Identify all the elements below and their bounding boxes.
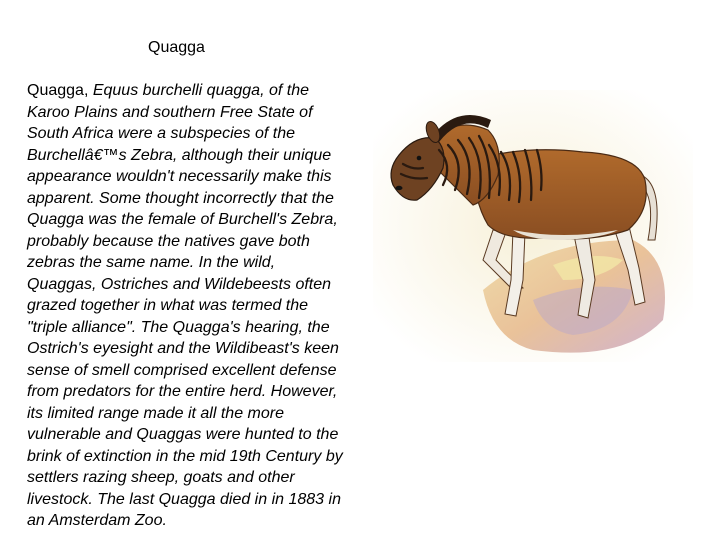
slide-body [27, 80, 345, 532]
nostril [396, 186, 403, 190]
body-text: Equus burchelli quagga, of the Karoo Plains and southern Free State of South Africa were a subspecies of the Burchellâ€™s Zebra, although their unique appearance wouldn't necessarily make this apparent. Some thought incorrectly that the Quagga was the female of Burchell's Zebra, probably because the natives gave both zebras the same name. In the wild, Quaggas, Ostriches and Wildebeests often grazed together in what was termed the "triple alliance". The Quagga's hearing, the Ostrich's eyesight and the Wildibeast's keen sense of smell comprised excellent defense from predators for the entire herd. However, its limited range made it all the more vulnerable and Quaggas were hunted to the brink of extinction in the mid 19th Century by settlers razing sheep, goats and other livestock. The last Quagga died in in 1883 in an Amsterdam Zoo. [27, 82, 343, 529]
slide-title: Quagga [148, 39, 205, 56]
quagga-illustration [373, 90, 693, 362]
body-lead: Quagga, [27, 82, 93, 99]
quagga-illustration-svg [373, 90, 693, 362]
eye [417, 156, 422, 161]
